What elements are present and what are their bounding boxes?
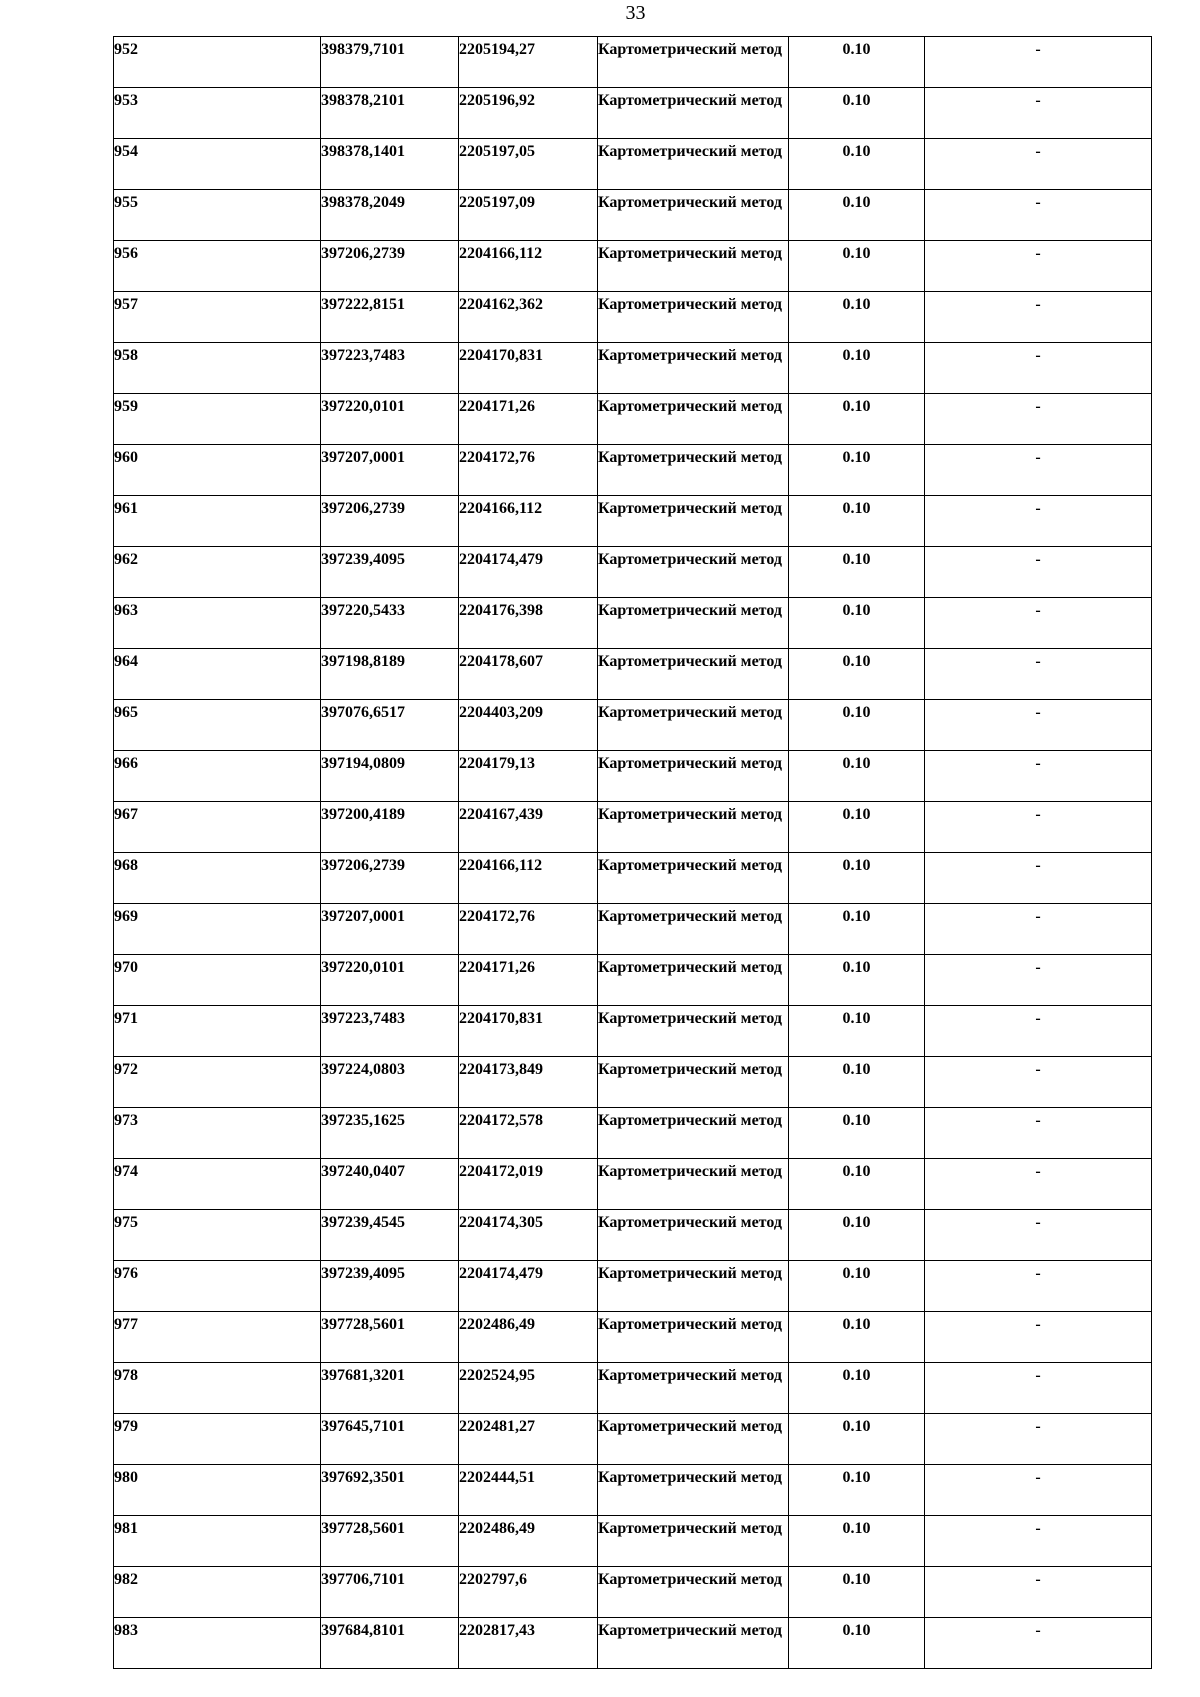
accuracy-cell: 0.10 [789,1618,925,1669]
x-coordinate-cell: 398379,7101 [321,37,459,88]
accuracy-cell: 0.10 [789,1057,925,1108]
accuracy-cell: 0.10 [789,1261,925,1312]
accuracy-cell: 0.10 [789,802,925,853]
method-cell: Картометрический метод [598,1465,789,1516]
y-coordinate-cell: 2202524,95 [459,1363,598,1414]
method-cell: Картометрический метод [598,445,789,496]
empty-mark-cell: - [925,1363,1152,1414]
x-coordinate-cell: 397220,0101 [321,394,459,445]
method-cell: Картометрический метод [598,955,789,1006]
method-cell: Картометрический метод [598,1567,789,1618]
table-row [114,1618,1152,1669]
table-row [114,1414,1152,1465]
accuracy-cell: 0.10 [789,139,925,190]
point-number-cell: 979 [114,1414,321,1465]
accuracy-cell: 0.10 [789,1006,925,1057]
accuracy-cell: 0.10 [789,598,925,649]
y-coordinate-cell: 2205194,27 [459,37,598,88]
method-cell: Картометрический метод [598,751,789,802]
point-number-cell: 982 [114,1567,321,1618]
table-row [114,241,1152,292]
empty-mark-cell: - [925,88,1152,139]
accuracy-cell: 0.10 [789,955,925,1006]
coordinates-table [113,36,1152,1669]
y-coordinate-cell: 2202481,27 [459,1414,598,1465]
point-number-cell: 961 [114,496,321,547]
point-number-cell: 968 [114,853,321,904]
method-cell: Картометрический метод [598,139,789,190]
point-number-cell: 959 [114,394,321,445]
point-number-cell: 953 [114,88,321,139]
y-coordinate-cell: 2204170,831 [459,343,598,394]
accuracy-cell: 0.10 [789,445,925,496]
table-row [114,904,1152,955]
x-coordinate-cell: 397684,8101 [321,1618,459,1669]
table-row [114,37,1152,88]
method-cell: Картометрический метод [598,598,789,649]
empty-mark-cell: - [925,853,1152,904]
table-row [114,1210,1152,1261]
method-cell: Картометрический метод [598,190,789,241]
empty-mark-cell: - [925,802,1152,853]
method-cell: Картометрический метод [598,292,789,343]
accuracy-cell: 0.10 [789,1414,925,1465]
x-coordinate-cell: 397239,4545 [321,1210,459,1261]
table-row [114,496,1152,547]
table-row [114,751,1152,802]
y-coordinate-cell: 2202444,51 [459,1465,598,1516]
y-coordinate-cell: 2204166,112 [459,241,598,292]
empty-mark-cell: - [925,1567,1152,1618]
method-cell: Картометрический метод [598,1159,789,1210]
table-row [114,547,1152,598]
accuracy-cell: 0.10 [789,649,925,700]
table-row [114,1465,1152,1516]
accuracy-cell: 0.10 [789,1516,925,1567]
empty-mark-cell: - [925,955,1152,1006]
accuracy-cell: 0.10 [789,1108,925,1159]
point-number-cell: 955 [114,190,321,241]
y-coordinate-cell: 2205196,92 [459,88,598,139]
accuracy-cell: 0.10 [789,700,925,751]
method-cell: Картометрический метод [598,1057,789,1108]
empty-mark-cell: - [925,1516,1152,1567]
x-coordinate-cell: 398378,1401 [321,139,459,190]
point-number-cell: 974 [114,1159,321,1210]
x-coordinate-cell: 397681,3201 [321,1363,459,1414]
point-number-cell: 956 [114,241,321,292]
table-row [114,343,1152,394]
empty-mark-cell: - [925,190,1152,241]
y-coordinate-cell: 2204167,439 [459,802,598,853]
empty-mark-cell: - [925,445,1152,496]
method-cell: Картометрический метод [598,1006,789,1057]
x-coordinate-cell: 397706,7101 [321,1567,459,1618]
method-cell: Картометрический метод [598,700,789,751]
y-coordinate-cell: 2204172,76 [459,445,598,496]
x-coordinate-cell: 397692,3501 [321,1465,459,1516]
accuracy-cell: 0.10 [789,394,925,445]
accuracy-cell: 0.10 [789,547,925,598]
point-number-cell: 966 [114,751,321,802]
y-coordinate-cell: 2204172,019 [459,1159,598,1210]
y-coordinate-cell: 2204174,305 [459,1210,598,1261]
x-coordinate-cell: 397220,5433 [321,598,459,649]
table-row [114,649,1152,700]
accuracy-cell: 0.10 [789,37,925,88]
x-coordinate-cell: 397239,4095 [321,1261,459,1312]
table-row [114,394,1152,445]
point-number-cell: 981 [114,1516,321,1567]
y-coordinate-cell: 2202817,43 [459,1618,598,1669]
accuracy-cell: 0.10 [789,1210,925,1261]
empty-mark-cell: - [925,1261,1152,1312]
accuracy-cell: 0.10 [789,496,925,547]
point-number-cell: 958 [114,343,321,394]
x-coordinate-cell: 397240,0407 [321,1159,459,1210]
accuracy-cell: 0.10 [789,1312,925,1363]
y-coordinate-cell: 2204174,479 [459,1261,598,1312]
x-coordinate-cell: 397194,0809 [321,751,459,802]
table-row [114,1057,1152,1108]
y-coordinate-cell: 2204173,849 [459,1057,598,1108]
y-coordinate-cell: 2204176,398 [459,598,598,649]
method-cell: Картометрический метод [598,343,789,394]
x-coordinate-cell: 397223,7483 [321,1006,459,1057]
y-coordinate-cell: 2205197,09 [459,190,598,241]
empty-mark-cell: - [925,700,1152,751]
table-row [114,445,1152,496]
point-number-cell: 976 [114,1261,321,1312]
empty-mark-cell: - [925,37,1152,88]
empty-mark-cell: - [925,1618,1152,1669]
table-row [114,88,1152,139]
y-coordinate-cell: 2204179,13 [459,751,598,802]
x-coordinate-cell: 397224,0803 [321,1057,459,1108]
x-coordinate-cell: 397200,4189 [321,802,459,853]
empty-mark-cell: - [925,1057,1152,1108]
point-number-cell: 980 [114,1465,321,1516]
table-row [114,1261,1152,1312]
method-cell: Картометрический метод [598,904,789,955]
y-coordinate-cell: 2204178,607 [459,649,598,700]
x-coordinate-cell: 397239,4095 [321,547,459,598]
point-number-cell: 964 [114,649,321,700]
point-number-cell: 971 [114,1006,321,1057]
table-row [114,1006,1152,1057]
method-cell: Картометрический метод [598,1414,789,1465]
x-coordinate-cell: 397235,1625 [321,1108,459,1159]
x-coordinate-cell: 397645,7101 [321,1414,459,1465]
y-coordinate-cell: 2202486,49 [459,1516,598,1567]
y-coordinate-cell: 2202486,49 [459,1312,598,1363]
accuracy-cell: 0.10 [789,88,925,139]
table-row [114,1108,1152,1159]
empty-mark-cell: - [925,751,1152,802]
point-number-cell: 952 [114,37,321,88]
x-coordinate-cell: 397728,5601 [321,1516,459,1567]
table-row [114,1516,1152,1567]
empty-mark-cell: - [925,343,1152,394]
table-row [114,955,1152,1006]
empty-mark-cell: - [925,1312,1152,1363]
x-coordinate-cell: 397206,2739 [321,853,459,904]
empty-mark-cell: - [925,649,1152,700]
point-number-cell: 973 [114,1108,321,1159]
y-coordinate-cell: 2204166,112 [459,853,598,904]
point-number-cell: 960 [114,445,321,496]
empty-mark-cell: - [925,598,1152,649]
method-cell: Картометрический метод [598,1618,789,1669]
x-coordinate-cell: 397207,0001 [321,445,459,496]
point-number-cell: 967 [114,802,321,853]
x-coordinate-cell: 397222,8151 [321,292,459,343]
table-row [114,853,1152,904]
point-number-cell: 975 [114,1210,321,1261]
accuracy-cell: 0.10 [789,853,925,904]
y-coordinate-cell: 2205197,05 [459,139,598,190]
method-cell: Картометрический метод [598,496,789,547]
method-cell: Картометрический метод [598,241,789,292]
method-cell: Картометрический метод [598,853,789,904]
x-coordinate-cell: 397076,6517 [321,700,459,751]
y-coordinate-cell: 2204171,26 [459,394,598,445]
x-coordinate-cell: 397223,7483 [321,343,459,394]
accuracy-cell: 0.10 [789,751,925,802]
point-number-cell: 965 [114,700,321,751]
x-coordinate-cell: 397206,2739 [321,496,459,547]
x-coordinate-cell: 398378,2049 [321,190,459,241]
method-cell: Картометрический метод [598,1108,789,1159]
table-row [114,1159,1152,1210]
x-coordinate-cell: 397198,8189 [321,649,459,700]
accuracy-cell: 0.10 [789,241,925,292]
accuracy-cell: 0.10 [789,1363,925,1414]
table-row [114,1567,1152,1618]
method-cell: Картометрический метод [598,37,789,88]
point-number-cell: 954 [114,139,321,190]
y-coordinate-cell: 2204403,209 [459,700,598,751]
accuracy-cell: 0.10 [789,190,925,241]
table-row [114,292,1152,343]
table-row [114,700,1152,751]
empty-mark-cell: - [925,292,1152,343]
coordinates-table-body [114,37,1152,1669]
empty-mark-cell: - [925,1006,1152,1057]
table-row [114,1312,1152,1363]
y-coordinate-cell: 2204166,112 [459,496,598,547]
empty-mark-cell: - [925,241,1152,292]
empty-mark-cell: - [925,1108,1152,1159]
accuracy-cell: 0.10 [789,343,925,394]
table-row [114,598,1152,649]
point-number-cell: 962 [114,547,321,598]
point-number-cell: 972 [114,1057,321,1108]
accuracy-cell: 0.10 [789,1159,925,1210]
table-row [114,1363,1152,1414]
method-cell: Картометрический метод [598,649,789,700]
point-number-cell: 983 [114,1618,321,1669]
accuracy-cell: 0.10 [789,904,925,955]
y-coordinate-cell: 2204172,578 [459,1108,598,1159]
accuracy-cell: 0.10 [789,1567,925,1618]
empty-mark-cell: - [925,1159,1152,1210]
method-cell: Картометрический метод [598,394,789,445]
x-coordinate-cell: 397207,0001 [321,904,459,955]
y-coordinate-cell: 2204172,76 [459,904,598,955]
table-row [114,190,1152,241]
y-coordinate-cell: 2202797,6 [459,1567,598,1618]
empty-mark-cell: - [925,1210,1152,1261]
y-coordinate-cell: 2204162,362 [459,292,598,343]
point-number-cell: 977 [114,1312,321,1363]
accuracy-cell: 0.10 [789,1465,925,1516]
empty-mark-cell: - [925,394,1152,445]
table-row [114,802,1152,853]
table-row [114,139,1152,190]
y-coordinate-cell: 2204171,26 [459,955,598,1006]
empty-mark-cell: - [925,496,1152,547]
method-cell: Картометрический метод [598,1210,789,1261]
y-coordinate-cell: 2204174,479 [459,547,598,598]
method-cell: Картометрический метод [598,1363,789,1414]
point-number-cell: 978 [114,1363,321,1414]
method-cell: Картометрический метод [598,88,789,139]
point-number-cell: 957 [114,292,321,343]
point-number-cell: 963 [114,598,321,649]
empty-mark-cell: - [925,547,1152,598]
x-coordinate-cell: 397206,2739 [321,241,459,292]
method-cell: Картометрический метод [598,1516,789,1567]
x-coordinate-cell: 398378,2101 [321,88,459,139]
page-number: 33 [625,2,646,24]
empty-mark-cell: - [925,1414,1152,1465]
point-number-cell: 970 [114,955,321,1006]
empty-mark-cell: - [925,1465,1152,1516]
x-coordinate-cell: 397728,5601 [321,1312,459,1363]
empty-mark-cell: - [925,904,1152,955]
empty-mark-cell: - [925,139,1152,190]
x-coordinate-cell: 397220,0101 [321,955,459,1006]
method-cell: Картометрический метод [598,1312,789,1363]
accuracy-cell: 0.10 [789,292,925,343]
method-cell: Картометрический метод [598,547,789,598]
method-cell: Картометрический метод [598,802,789,853]
y-coordinate-cell: 2204170,831 [459,1006,598,1057]
method-cell: Картометрический метод [598,1261,789,1312]
point-number-cell: 969 [114,904,321,955]
